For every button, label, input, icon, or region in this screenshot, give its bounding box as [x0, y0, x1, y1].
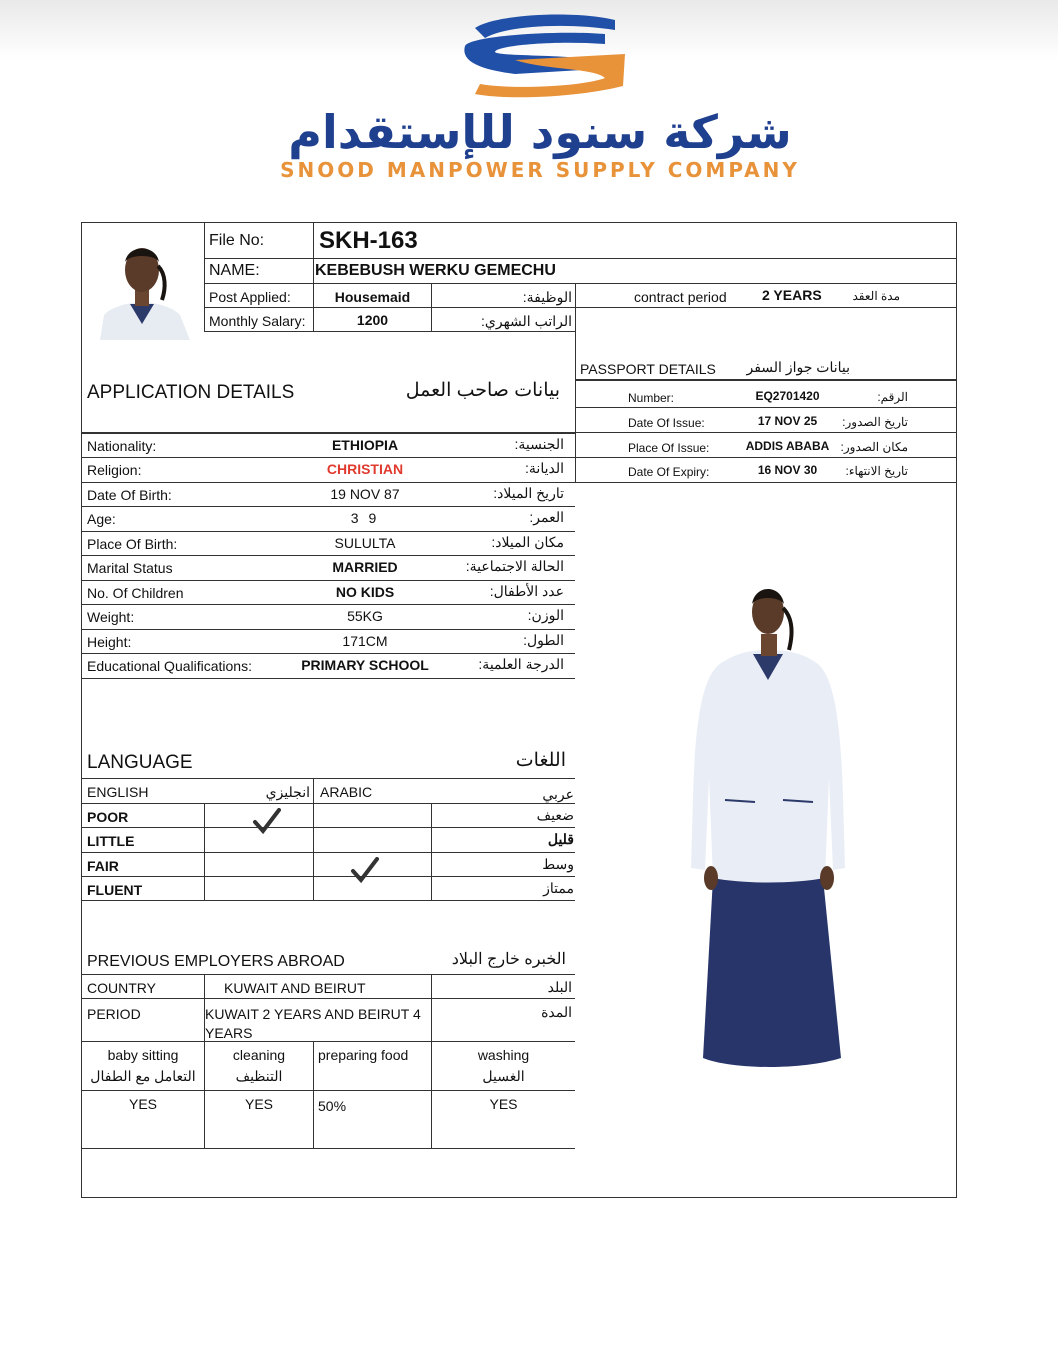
english-check-icon [252, 808, 282, 834]
application-row-label-ar: الجنسية: [514, 436, 564, 452]
lang-line-1 [82, 803, 575, 804]
arabic-check-icon [350, 857, 380, 883]
application-row-line [82, 457, 575, 458]
emp-line-1 [82, 998, 575, 999]
arabic-label-ar: عربي [542, 786, 574, 802]
application-row-label: Place Of Birth: [87, 536, 178, 552]
passport-row-line [575, 432, 956, 433]
header-col-3 [575, 283, 576, 483]
company-name-english: SNOOD MANPOWER SUPPLY COMPANY [280, 158, 800, 182]
passport-row-label-ar: الرقم: [877, 390, 908, 404]
employment-title: PREVIOUS EMPLOYERS ABROAD [87, 953, 345, 970]
application-row-line [82, 482, 575, 483]
salary-label: Monthly Salary: [209, 313, 306, 329]
passport-row-label: Number: [628, 391, 675, 405]
skill-value: YES [489, 1096, 518, 1112]
passport-row-label-ar: تاريخ الانتهاء: [845, 464, 908, 478]
passport-rule [575, 379, 956, 381]
passport-row-label: Place Of Issue: [628, 441, 710, 455]
application-row-value: MARRIED [332, 559, 398, 575]
emp-col-2 [313, 1041, 314, 1148]
passport-bottom [575, 482, 956, 483]
skill-label: washing [477, 1047, 530, 1063]
period-value: KUWAIT 2 YEARS AND BEIRUT 4 YEARS [205, 1006, 421, 1041]
passport-title: PASSPORT DETAILS [580, 361, 716, 377]
application-title: APPLICATION DETAILS [87, 382, 295, 403]
period-label-ar: المدة [541, 1004, 572, 1020]
application-row-label-ar: العمر: [529, 509, 564, 525]
emp-line-4 [82, 1148, 575, 1149]
application-row-label-ar: عدد الأطفال: [489, 583, 564, 599]
passport-row-label-ar: مكان الصدور: [840, 440, 908, 454]
frame-right [956, 222, 957, 1197]
lang-line-5 [82, 900, 575, 901]
application-row-line [82, 604, 575, 605]
application-row-label: No. Of Children [87, 585, 184, 601]
photo-divider [204, 222, 205, 332]
application-row-label: Marital Status [87, 560, 173, 576]
passport-row-value: ADDIS ABABA [745, 439, 830, 453]
country-label-ar: البلد [547, 979, 572, 995]
country-value: KUWAIT AND BEIRUT [224, 980, 366, 996]
lang-line-2 [82, 827, 575, 828]
language-level-label: FAIR [87, 858, 119, 874]
header-line-3 [204, 307, 956, 308]
language-title: LANGUAGE [87, 752, 193, 773]
application-row-label-ar: مكان الميلاد: [491, 534, 564, 550]
application-rule [82, 432, 575, 434]
skill-value: 50% [318, 1098, 347, 1114]
application-row-label: Date Of Birth: [87, 487, 172, 503]
lang-line-3 [82, 852, 575, 853]
application-row-value: 171CM [342, 633, 388, 649]
application-row-label-ar: الطول: [523, 632, 564, 648]
lang-line-0 [82, 778, 575, 779]
application-row-value: CHRISTIAN [326, 461, 404, 477]
application-row-value: 55KG [347, 608, 383, 624]
passport-row-value: 17 NOV 25 [757, 414, 818, 428]
frame-bottom [81, 1197, 957, 1198]
application-row-line [82, 580, 575, 581]
post-value: Housemaid [334, 289, 411, 305]
skill-label: preparing food [318, 1047, 409, 1063]
application-row-value: 3 9 [350, 510, 380, 526]
language-level-label: LITTLE [87, 833, 135, 849]
language-level-label-ar: وسط [542, 856, 574, 872]
application-row-value: PRIMARY SCHOOL [301, 657, 429, 673]
header-line-1 [204, 258, 956, 259]
application-row-label: Age: [87, 511, 116, 527]
post-label: Post Applied: [209, 289, 291, 305]
skill-value: YES [244, 1096, 273, 1112]
skill-label-ar: التعامل مع الطفال [90, 1068, 196, 1084]
application-row-line [82, 653, 575, 654]
arabic-label: ARABIC [320, 784, 373, 800]
application-row-label-ar: الدرجة العلمية: [478, 656, 564, 672]
name-value: KEBEBUSH WERKU GEMECHU [315, 262, 556, 279]
passport-row-label: Date Of Issue: [628, 416, 705, 430]
file-no-value: SKH-163 [319, 227, 418, 254]
emp-line-0 [82, 974, 575, 975]
language-level-label: FLUENT [87, 882, 143, 898]
application-row-line [82, 555, 575, 556]
name-label: NAME: [209, 262, 260, 279]
passport-row-label-ar: تاريخ الصدور: [842, 415, 908, 429]
application-row-line [82, 506, 575, 507]
contract-value: 2 YEARS [762, 287, 822, 303]
passport-row-value: 16 NOV 30 [757, 463, 818, 477]
application-row-label-ar: الحالة الاجتماعية: [465, 558, 564, 574]
contract-label-ar: مدة العقد [852, 289, 900, 303]
contract-label: contract period [634, 289, 727, 305]
language-level-label: POOR [87, 809, 129, 825]
company-logo-icon [455, 8, 630, 103]
application-row-label: Nationality: [87, 438, 157, 454]
emp-line-3 [82, 1090, 575, 1091]
application-row-label: Religion: [87, 462, 142, 478]
skill-value: YES [128, 1096, 157, 1112]
application-row-label: Educational Qualifications: [87, 658, 252, 674]
salary-label-ar: الراتب الشهري: [481, 313, 572, 329]
language-title-ar: اللغات [515, 750, 566, 771]
lang-col-1 [204, 803, 205, 900]
post-label-ar: الوظيفة: [522, 289, 572, 305]
application-row-line [82, 531, 575, 532]
application-row-label-ar: تاريخ الميلاد: [493, 485, 564, 501]
application-row-line [82, 678, 575, 679]
passport-row-line [575, 407, 956, 408]
application-row-value: 19 NOV 87 [330, 486, 400, 502]
header-line-2 [204, 283, 956, 284]
period-label: PERIOD [87, 1006, 141, 1022]
skill-label: baby sitting [107, 1047, 179, 1063]
language-level-label-ar: قليل [547, 831, 574, 847]
application-row-value: ETHIOPIA [331, 437, 399, 453]
application-row-value: NO KIDS [335, 584, 395, 600]
passport-title-ar: بيانات جواز السفر [746, 359, 850, 375]
company-name-arabic: شركة سنود للإستقدام [288, 105, 792, 159]
skill-label: cleaning [232, 1047, 286, 1063]
file-no-label: File No: [209, 232, 265, 249]
application-row-label: Height: [87, 634, 132, 650]
language-level-label-ar: ضعيف [536, 807, 574, 823]
passport-row-value: EQ2701420 [755, 389, 820, 403]
employment-title-ar: الخبره خارج البلاد [451, 951, 566, 968]
passport-row-line [575, 457, 956, 458]
application-row-label-ar: الديانة: [525, 460, 564, 476]
passport-row-label: Date Of Expiry: [628, 465, 710, 479]
header-line-4 [204, 331, 576, 332]
frame-top [81, 222, 957, 223]
application-row-value: SULULTA [334, 535, 396, 551]
salary-value: 1200 [356, 312, 389, 328]
skill-label-ar: التنظيف [235, 1068, 283, 1084]
applicant-photo-full [683, 578, 853, 1070]
applicant-photo-small [92, 240, 192, 340]
lang-col-3 [431, 803, 432, 900]
language-level-label-ar: ممتاز [543, 880, 574, 896]
skill-label-ar: الغسيل [482, 1068, 525, 1084]
country-label: COUNTRY [87, 980, 156, 996]
application-row-label-ar: الوزن: [527, 607, 564, 623]
lang-col-2 [313, 778, 314, 900]
english-label: ENGLISH [87, 784, 149, 800]
english-label-ar: انجليزي [265, 784, 310, 800]
application-title-ar: بيانات صاحب العمل [405, 380, 560, 401]
application-row-label: Weight: [87, 609, 135, 625]
lang-line-4 [82, 876, 575, 877]
application-row-line [82, 629, 575, 630]
